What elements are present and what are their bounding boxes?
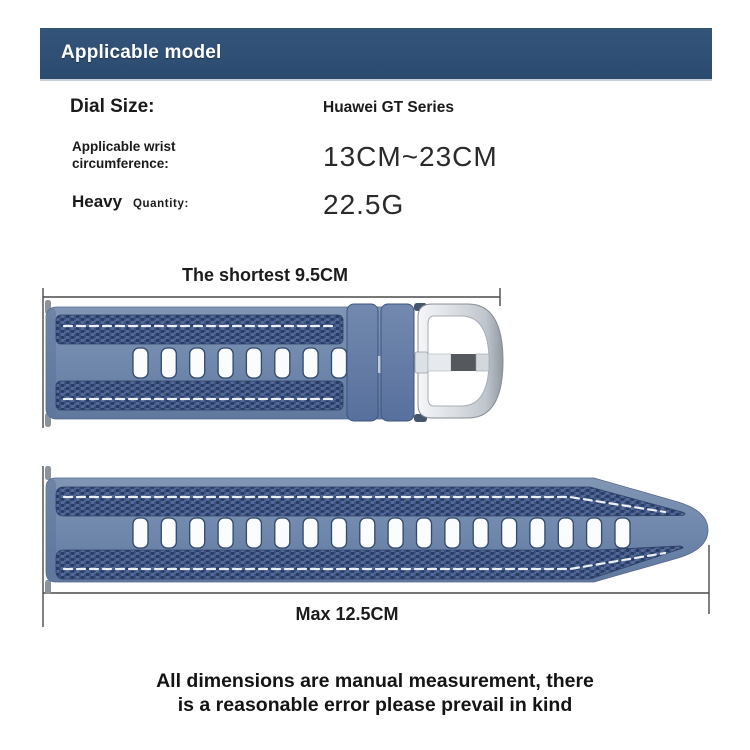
buckle: [414, 303, 503, 422]
strap-hole: [332, 518, 347, 548]
strap-hole: [133, 518, 148, 548]
disclaimer-line-2: is a reasonable error please prevail in kind: [177, 694, 573, 716]
dial-size-value: Huawei GT Series: [323, 99, 454, 116]
woven-inlay-bottom: [56, 381, 343, 410]
strap-hole: [190, 348, 205, 378]
strap-hole: [473, 518, 488, 548]
spring-bar-pin: [45, 580, 51, 594]
strap-keeper: [381, 304, 414, 421]
strap-hole: [246, 348, 261, 378]
spring-bar-pin: [45, 466, 51, 480]
strap-hole: [133, 348, 148, 378]
strap-hole: [417, 518, 432, 548]
weight-label: Heavy: [72, 192, 123, 211]
tail-side-strap: [45, 466, 708, 594]
strap-hole: [303, 518, 318, 548]
wrist-circumference-label: Applicable wrist circumference:: [72, 139, 176, 171]
dial-size-label: Dial Size:: [70, 96, 155, 117]
strap-hole: [275, 518, 290, 548]
strap-hole: [246, 518, 261, 548]
strap-keeper: [347, 304, 378, 421]
strap-hole: [161, 348, 176, 378]
strap-hole: [218, 348, 233, 378]
strap-hole: [530, 518, 545, 548]
strap-hole: [332, 348, 347, 378]
measurement-disclaimer: [0, 669, 750, 717]
woven-inlay-top: [56, 315, 343, 344]
strap-hole: [388, 518, 403, 548]
strap-hole: [190, 518, 205, 548]
strap-hole: [445, 518, 460, 548]
strap-hole: [275, 348, 290, 378]
weight-value: 22.5G: [323, 189, 405, 220]
applicable-model-header: [40, 28, 712, 81]
strap-hole: [587, 518, 602, 548]
strap-hole: [360, 518, 375, 548]
wrist-circumference-value: 13CM~23CM: [323, 141, 498, 172]
disclaimer-line-1: All dimensions are manual measurement, there: [156, 670, 594, 692]
strap-hole: [161, 518, 176, 548]
strap-hole: [615, 518, 630, 548]
strap-hole: [558, 518, 573, 548]
strap-hole: [218, 518, 233, 548]
quantity-label: Quantity:: [133, 198, 189, 210]
woven-inlay-top: [56, 487, 685, 516]
bottom-dimension-label: Max 12.5CM: [295, 604, 399, 624]
woven-inlay-bottom: [56, 546, 683, 579]
top-dimension-label: The shortest 9.5CM: [181, 265, 349, 285]
strap-hole: [502, 518, 517, 548]
strap-hole: [303, 348, 318, 378]
header-title: Applicable model: [61, 42, 222, 63]
buckle-prong: [415, 352, 428, 373]
buckle-side-strap: [45, 300, 503, 427]
strap-dimension-diagram: [0, 250, 750, 650]
